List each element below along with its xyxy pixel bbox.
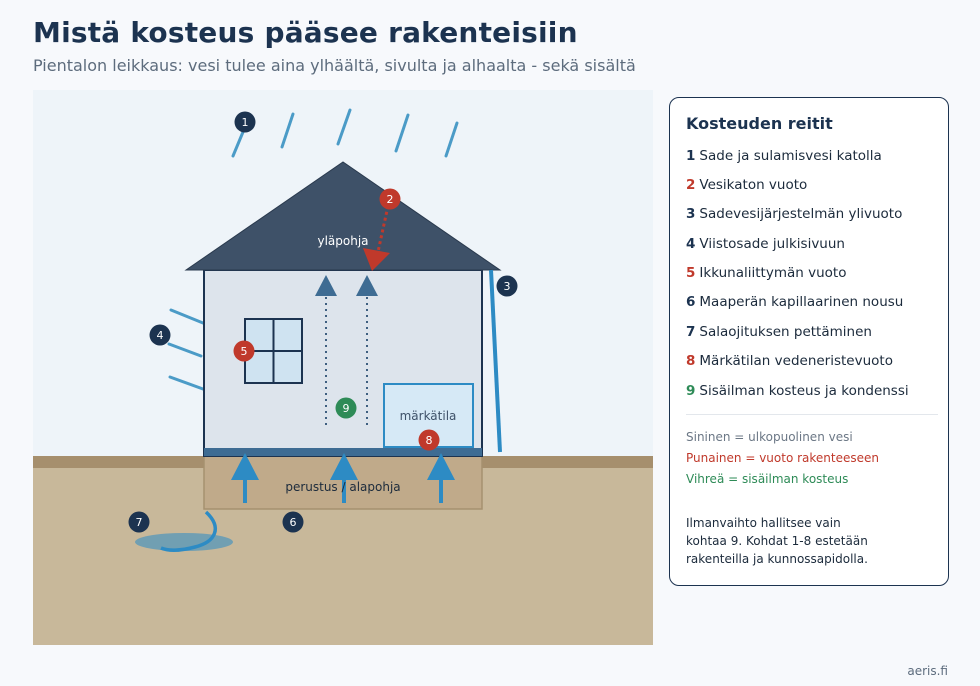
legend-title: Kosteuden reitit (686, 114, 833, 133)
marker-1 (235, 112, 256, 133)
legend-number: 5 (686, 265, 696, 281)
svg-text:5: 5 (240, 345, 248, 358)
legend-text: Sadevesijärjestelmän ylivuoto (699, 206, 903, 222)
marker-5 (234, 341, 255, 362)
house-cross-section-diagram (33, 90, 653, 645)
color-key-indoor: Vihreä = sisäilman kosteus (686, 472, 849, 486)
marker-6 (283, 512, 304, 533)
marker-9 (336, 398, 357, 419)
legend-number: 8 (686, 353, 696, 369)
legend-item (686, 265, 846, 281)
svg-text:3: 3 (503, 280, 511, 293)
note-line: Ilmanvaihto hallitsee vain (686, 516, 841, 530)
legend-item (686, 177, 807, 193)
legend-text: Märkätilan vedeneristevuoto (699, 353, 893, 369)
page-subtitle: Pientalon leikkaus: vesi tulee aina ylhäältä, sivulta ja alhaalta - sekä sisältä (33, 56, 636, 75)
svg-text:4: 4 (156, 329, 164, 342)
legend-number: 7 (686, 324, 696, 340)
legend-item (686, 206, 902, 222)
svg-text:1: 1 (241, 116, 249, 129)
page-title: Mistä kosteus pääsee rakenteisiin (33, 16, 578, 49)
legend-item (686, 353, 893, 369)
svg-text:7: 7 (135, 516, 143, 529)
legend-item (686, 236, 845, 252)
legend-text: Ikkunaliittymän vuoto (699, 265, 847, 281)
legend-number: 4 (686, 236, 696, 252)
svg-text:6: 6 (289, 516, 297, 529)
legend-number: 3 (686, 206, 696, 222)
legend-text: Sisäilman kosteus ja kondenssi (699, 383, 909, 399)
legend-item (686, 324, 872, 340)
marker-8 (419, 430, 440, 451)
marker-2 (380, 189, 401, 210)
legend-text: Viistosade julkisivuun (699, 236, 845, 252)
marker-7 (129, 512, 150, 533)
legend-divider (686, 414, 938, 415)
legend-text: Salaojituksen pettäminen (699, 324, 872, 340)
wet-room-label: märkätila (399, 409, 457, 423)
legend-text: Sade ja sulamisvesi katolla (699, 148, 882, 164)
svg-text:9: 9 (342, 402, 350, 415)
legend-item (686, 294, 903, 310)
svg-text:2: 2 (386, 193, 394, 206)
marker-3 (497, 276, 518, 297)
marker-4 (150, 325, 171, 346)
color-key-outside: Sininen = ulkopuolinen vesi (686, 430, 853, 444)
brand-footer: aeris.fi (907, 664, 948, 678)
note-line: rakenteilla ja kunnossapidolla. (686, 552, 868, 566)
legend-number: 1 (686, 148, 696, 164)
note-line: kohtaa 9. Kohdat 1-8 estetään (686, 534, 868, 548)
legend-item (686, 383, 909, 399)
legend-number: 9 (686, 383, 696, 399)
foundation-label: perustus / alapohja (285, 480, 401, 494)
legend-panel (669, 97, 949, 586)
legend-item (686, 148, 882, 164)
legend-text: Maaperän kapillaarinen nousu (699, 294, 904, 310)
attic-label: yläpohja (317, 234, 369, 248)
legend-text: Vesikaton vuoto (699, 177, 808, 193)
legend-number: 6 (686, 294, 696, 310)
legend-number: 2 (686, 177, 696, 193)
color-key-leak: Punainen = vuoto rakenteeseen (686, 451, 880, 465)
svg-text:8: 8 (425, 434, 433, 447)
ventilation-note (686, 514, 868, 568)
